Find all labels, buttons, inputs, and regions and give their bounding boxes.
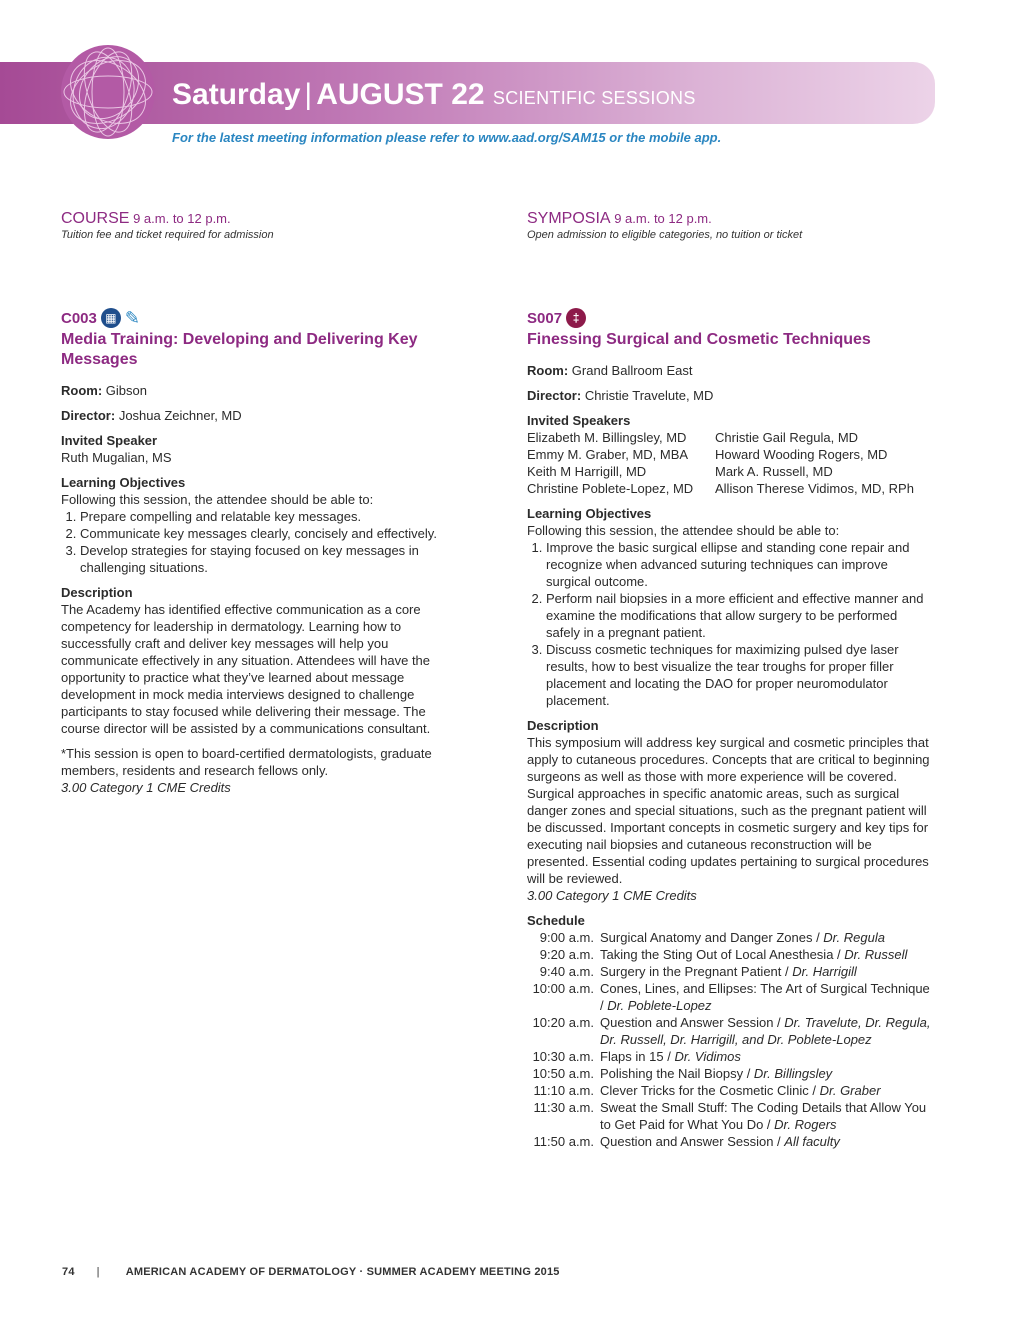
schedule-speaker: Dr. Harrigill — [792, 964, 857, 979]
course-heading: COURSE — [61, 210, 130, 227]
objectives-label: Learning Objectives — [61, 475, 186, 490]
room-value: Gibson — [105, 383, 147, 398]
schedule-row — [527, 1082, 932, 1099]
objective-item: 1. Improve the basic surgical ellipse and standing cone repair and recognize when advanced suturing techniques can improve surgical outcome. — [546, 539, 932, 590]
schedule-topic — [600, 1082, 932, 1099]
speakers-label: Invited Speakers — [527, 413, 631, 428]
objectives-list — [527, 539, 932, 709]
speaker-name: Ruth Mugalian, MS — [61, 450, 172, 465]
director-label: Director: — [527, 388, 582, 403]
footer-text: AMERICAN ACADEMY OF DERMATOLOGY · SUMMER ACADEMY MEETING 2015 — [125, 1266, 560, 1278]
objectives-intro: Following this session, the attendee should be able to: — [527, 523, 840, 538]
globe-logo-icon — [60, 44, 156, 140]
room-label: Room: — [61, 383, 103, 398]
schedule-time: 9:20 a.m. — [539, 947, 594, 962]
course-time: 9 a.m. to 12 p.m. — [133, 211, 231, 226]
symposia-code-row — [527, 308, 932, 328]
course-credits: 3.00 Category 1 CME Credits — [61, 780, 231, 795]
schedule-time: 11:10 a.m. — [533, 1083, 594, 1098]
objectives-label: Learning Objectives — [527, 506, 652, 521]
schedule-topic-text: Polishing the Nail Biopsy / — [600, 1066, 754, 1081]
speaker-name: Keith M Harrigill, MD — [527, 464, 647, 479]
symposia-room — [527, 362, 932, 379]
schedule-time: 10:50 a.m. — [532, 1066, 594, 1081]
symposia-time: 9 a.m. to 12 p.m. — [614, 211, 712, 226]
symposia-note: Open admission to eligible categories, no tuition or ticket — [527, 229, 803, 241]
schedule-speaker: Dr. Graber — [819, 1083, 881, 1098]
schedule-time: 11:30 a.m. — [533, 1100, 594, 1115]
schedule-topic-text: Sweat the Small Stuff: The Coding Details that Allow You to Get Paid for What You Do / — [600, 1100, 927, 1132]
director-value: Christie Travelute, MD — [584, 388, 714, 403]
schedule-topic-text: Question and Answer Session / — [600, 1134, 785, 1149]
objectives-intro: Following this session, the attendee should be able to: — [61, 492, 374, 507]
course-column — [61, 210, 466, 796]
schedule-topic-text: Surgery in the Pregnant Patient / — [600, 964, 793, 979]
schedule-list — [527, 929, 932, 1150]
schedule-row — [527, 1048, 932, 1065]
objective-item: 3. Discuss cosmetic techniques for maximizing pulsed dye laser results, how to best visualize the tear troughs for proper filler placement and locating the DAO for proper neuromodulator placement. — [546, 641, 932, 709]
schedule-row — [527, 980, 932, 1014]
schedule-speaker: Dr. Regula — [823, 930, 885, 945]
schedule-time: 9:40 a.m. — [539, 964, 594, 979]
schedule-row — [527, 1014, 932, 1048]
speaker-name: Howard Wooding Rogers, MD — [715, 447, 888, 462]
speakers-label: Invited Speaker — [61, 433, 158, 448]
schedule-topic — [600, 929, 932, 946]
objective-item: 2. Communicate key messages clearly, concisely and effectively. — [80, 525, 466, 542]
schedule-row — [527, 1133, 932, 1150]
schedule-row — [527, 929, 932, 946]
date-label: AUGUST 22 — [316, 78, 485, 111]
schedule-topic — [600, 1099, 932, 1133]
course-room — [61, 382, 466, 399]
course-note: Tuition fee and ticket required for admission — [61, 229, 274, 241]
symposia-schedule — [527, 912, 932, 1150]
schedule-topic-text: Clever Tricks for the Cosmetic Clinic / — [600, 1083, 820, 1098]
course-objectives — [61, 474, 466, 576]
symposia-code: S007 — [527, 309, 563, 327]
speaker-name: Allison Therese Vidimos, MD, RPh — [715, 481, 914, 496]
subtitle-label: SCIENTIFIC SESSIONS — [492, 88, 696, 108]
course-code-row — [61, 308, 466, 328]
schedule-topic — [600, 1014, 932, 1048]
page-title — [172, 76, 696, 117]
schedule-speaker: Dr. Russell — [844, 947, 908, 962]
speaker-name: Christine Poblete-Lopez, MD — [527, 481, 694, 496]
footer-separator: | — [96, 1266, 100, 1278]
symposia-description — [527, 717, 932, 904]
symposia-column — [527, 210, 932, 1158]
schedule-speaker: Dr. Poblete-Lopez — [607, 998, 712, 1013]
director-label: Director: — [61, 408, 116, 423]
schedule-topic — [600, 980, 932, 1014]
meeting-info-link[interactable]: For the latest meeting information please refer to www.aad.org/SAM15 or the mobile app. — [172, 130, 722, 145]
schedule-speaker: All faculty — [784, 1134, 840, 1149]
schedule-topic — [600, 1133, 932, 1150]
schedule-topic — [600, 946, 932, 963]
page-number: 74 — [62, 1266, 75, 1278]
schedule-row — [527, 963, 932, 980]
schedule-row — [527, 1099, 932, 1133]
symposia-objectives — [527, 505, 932, 709]
schedule-topic-text: Taking the Sting Out of Local Anesthesia / — [600, 947, 845, 962]
schedule-time: 10:20 a.m. — [532, 1015, 594, 1030]
objective-item: 2. Perform nail biopsies in a more efficient and effective manner and examine the modifications that allow surgery to be performed safely in a pregnant patient. — [546, 590, 932, 641]
speaker-name: Emmy M. Graber, MD, MBA — [527, 447, 689, 462]
symposia-speakers — [527, 412, 932, 497]
course-speakers — [61, 432, 466, 466]
schedule-speaker: Dr. Billingsley — [753, 1066, 833, 1081]
course-eligibility: *This session is open to board-certified dermatologists, graduate members, residents and research fellows only. — [61, 746, 432, 778]
speaker-name: Mark A. Russell, MD — [715, 464, 833, 479]
schedule-time: 10:30 a.m. — [532, 1049, 594, 1064]
schedule-speaker: Dr. Rogers — [774, 1117, 837, 1132]
director-value: Joshua Zeichner, MD — [118, 408, 242, 423]
schedule-row — [527, 946, 932, 963]
description-text: This symposium will address key surgical and cosmetic principles that apply to cutaneous procedures. Concepts that are critical to beginning surgeons as well as those with more experience will be covered. Surgical approaches in specific anatomic areas, such as surgical danger zones and special situations, such as the pregnant patient will be discussed. Important concepts in cosmetic surgery and key tips for executing nail biopsies and cutaneous reconstruction will be presented. Essential coding updates pertaining to surgical procedures will be reviewed. — [527, 735, 930, 886]
course-description — [61, 584, 466, 737]
schedule-topic-text: Surgical Anatomy and Danger Zones / — [600, 930, 824, 945]
description-label: Description — [527, 718, 599, 733]
schedule-speaker: Dr. Vidimos — [674, 1049, 741, 1064]
symposia-director — [527, 387, 932, 404]
symposia-heading: SYMPOSIA — [527, 210, 611, 227]
surgical-tool-icon: ‡ — [566, 308, 586, 328]
schedule-topic-text: Question and Answer Session / — [600, 1015, 785, 1030]
objective-item: 1. Prepare compelling and relatable key messages. — [80, 508, 466, 525]
schedule-row — [527, 1065, 932, 1082]
course-director — [61, 407, 466, 424]
pencil-icon: ✎ — [124, 307, 140, 328]
description-label: Description — [61, 585, 133, 600]
course-code: C003 — [61, 309, 97, 327]
speaker-name: Christie Gail Regula, MD — [715, 430, 859, 445]
schedule-topic-text: Flaps in 15 / — [600, 1049, 675, 1064]
speaker-name: Elizabeth M. Billingsley, MD — [527, 430, 687, 445]
room-label: Room: — [527, 363, 569, 378]
schedule-time: 11:50 a.m. — [533, 1134, 594, 1149]
room-value: Grand Ballroom East — [571, 363, 693, 378]
speakers-grid — [527, 429, 932, 497]
symposia-credits: 3.00 Category 1 CME Credits — [527, 888, 697, 903]
schedule-topic — [600, 1065, 932, 1082]
objectives-list — [61, 508, 466, 576]
symposia-header — [527, 210, 932, 240]
day-label: Saturday — [172, 78, 301, 111]
schedule-topic — [600, 963, 932, 980]
objective-item: 3. Develop strategies for staying focused on key messages in challenging situations. — [80, 542, 466, 576]
schedule-label: Schedule — [527, 913, 585, 928]
schedule-time: 9:00 a.m. — [539, 930, 594, 945]
course-title: Media Training: Developing and Delivering Key Messages — [61, 331, 418, 368]
schedule-topic-text: Cones, Lines, and Ellipses: The Art of Surgical Technique / — [600, 981, 930, 1013]
schedule-topic — [600, 1048, 932, 1065]
description-text: The Academy has identified effective communication as a core competency for leadership in dermatology. Learning how to successfully craft and deliver key messages will help you communicate effectively in any situation. Attendees will have the opportunity to practice what they’ve learned about message development in mock media interviews designed to challenge participants to stay focused while delivering their message. The course director will be assisted by a communications consultant. — [61, 602, 431, 736]
symposia-title: Finessing Surgical and Cosmetic Techniques — [527, 331, 871, 348]
lecture-icon: ▦ — [101, 308, 121, 328]
page-footer — [62, 1266, 560, 1278]
schedule-speaker: Dr. Travelute, Dr. Regula, Dr. Russell, Dr. Harrigill, and Dr. Poblete-Lopez — [600, 1015, 931, 1047]
course-header — [61, 210, 466, 240]
schedule-time: 10:00 a.m. — [532, 981, 594, 996]
title-separator: | — [304, 78, 313, 111]
